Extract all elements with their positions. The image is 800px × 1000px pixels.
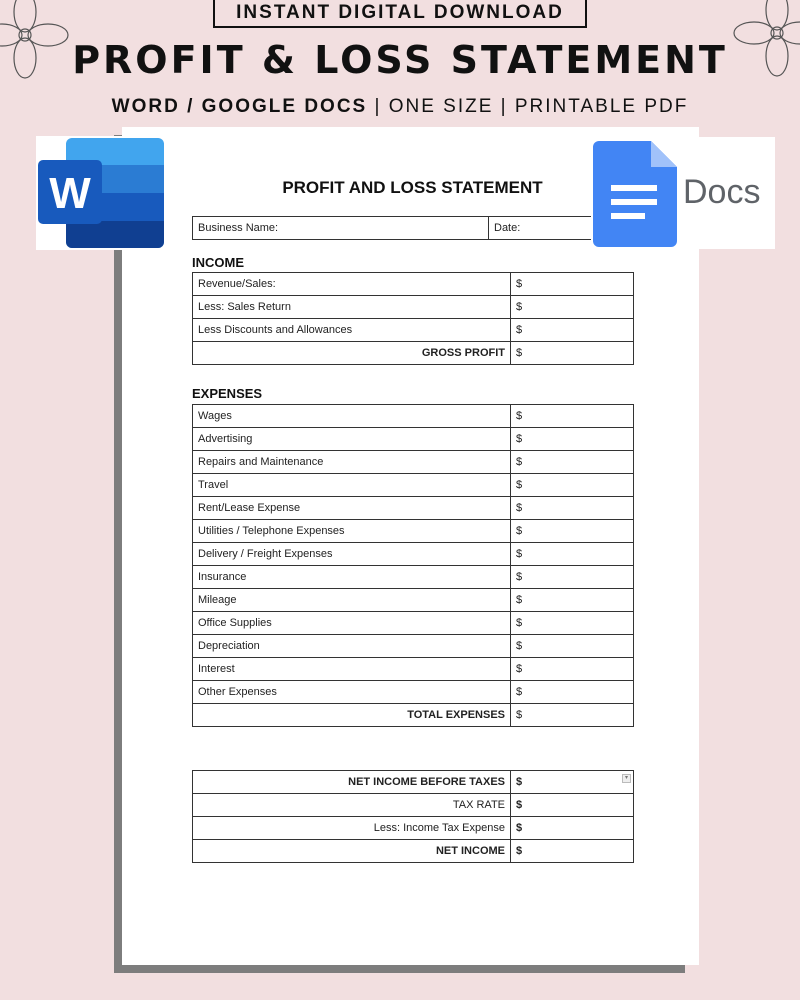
income-row-label: Less: Sales Return <box>193 296 511 319</box>
docs-wordmark: Docs <box>683 173 761 211</box>
amount-cell[interactable]: $ <box>511 296 634 319</box>
table-row <box>193 658 634 681</box>
total-expenses-label: TOTAL EXPENSES <box>193 704 511 727</box>
dropdown-arrow-icon[interactable]: ▾ <box>622 774 631 783</box>
table-row <box>193 451 634 474</box>
income-heading: INCOME <box>192 255 244 270</box>
table-row <box>193 704 634 727</box>
table-row <box>193 635 634 658</box>
amount-cell[interactable]: $ <box>511 589 634 612</box>
table-row <box>193 817 634 840</box>
amount-cell[interactable]: $ <box>511 635 634 658</box>
gross-profit-amount[interactable]: $ <box>511 342 634 365</box>
amount-cell[interactable]: $ <box>511 658 634 681</box>
table-row <box>193 771 634 794</box>
expense-row-label: Advertising <box>193 428 511 451</box>
expenses-heading: EXPENSES <box>192 386 263 401</box>
subtitle-details: | ONE SIZE | PRINTABLE PDF <box>367 96 689 117</box>
expense-row-label: Depreciation <box>193 635 511 658</box>
expense-row-label: Rent/Lease Expense <box>193 497 511 520</box>
subtitle-formats: WORD / GOOGLE DOCS <box>111 96 368 117</box>
income-row-label: Less Discounts and Allowances <box>193 319 511 342</box>
expenses-table <box>192 404 634 727</box>
net-income-amount[interactable]: $ <box>511 840 634 863</box>
instant-download-banner: INSTANT DIGITAL DOWNLOAD <box>213 0 587 28</box>
tax-rate-label: TAX RATE <box>193 794 511 817</box>
tax-rate-amount[interactable]: $ <box>511 794 634 817</box>
net-income-before-taxes-label: NET INCOME BEFORE TAXES <box>193 771 511 794</box>
table-row <box>193 543 634 566</box>
business-name-label: Business Name: <box>198 222 279 234</box>
amount-cell[interactable]: $ <box>511 612 634 635</box>
date-label: Date: <box>494 222 521 234</box>
subtitle <box>0 96 800 118</box>
table-row <box>193 612 634 635</box>
income-table <box>192 272 634 365</box>
income-row-label: Revenue/Sales: <box>193 273 511 296</box>
net-income-before-taxes-amount[interactable] <box>511 771 634 794</box>
table-row <box>193 405 634 428</box>
expense-row-label: Interest <box>193 658 511 681</box>
table-row <box>193 794 634 817</box>
income-tax-expense-amount[interactable]: $ <box>511 817 634 840</box>
table-row <box>193 681 634 704</box>
table-row <box>193 319 634 342</box>
table-row <box>193 520 634 543</box>
business-name-field[interactable] <box>193 217 489 240</box>
expense-row-label: Office Supplies <box>193 612 511 635</box>
table-row <box>193 566 634 589</box>
total-expenses-amount[interactable]: $ <box>511 704 634 727</box>
header-table <box>192 216 634 240</box>
table-row <box>193 840 634 863</box>
net-income-table <box>192 770 634 863</box>
amount-cell[interactable]: $ <box>511 474 634 497</box>
google-docs-icon <box>591 137 775 249</box>
table-row <box>193 474 634 497</box>
gross-profit-label: GROSS PROFIT <box>193 342 511 365</box>
amount-cell[interactable]: $ <box>511 543 634 566</box>
amount-cell[interactable]: $ <box>511 451 634 474</box>
expense-row-label: Mileage <box>193 589 511 612</box>
amount-cell[interactable]: $ <box>511 520 634 543</box>
amount-cell[interactable]: $ <box>511 681 634 704</box>
amount-cell[interactable]: $ <box>511 405 634 428</box>
page-title: PROFIT & LOSS STATEMENT <box>72 38 728 82</box>
table-row <box>193 342 634 365</box>
amount-cell[interactable]: $ <box>511 273 634 296</box>
amount-cell[interactable]: $ <box>511 319 634 342</box>
amount-cell[interactable]: $ <box>511 497 634 520</box>
table-row <box>193 589 634 612</box>
table-row <box>193 273 634 296</box>
expense-row-label: Repairs and Maintenance <box>193 451 511 474</box>
currency-symbol: $ <box>516 776 523 788</box>
table-row <box>193 428 634 451</box>
word-icon <box>36 136 166 250</box>
expense-row-label: Utilities / Telephone Expenses <box>193 520 511 543</box>
expense-row-label: Wages <box>193 405 511 428</box>
table-row <box>193 296 634 319</box>
table-row <box>193 497 634 520</box>
net-income-label: NET INCOME <box>193 840 511 863</box>
expense-row-label: Insurance <box>193 566 511 589</box>
svg-text:W: W <box>49 169 91 218</box>
amount-cell[interactable]: $ <box>511 428 634 451</box>
income-tax-expense-label: Less: Income Tax Expense <box>193 817 511 840</box>
amount-cell[interactable]: $ <box>511 566 634 589</box>
document-title: PROFIT AND LOSS STATEMENT <box>282 178 543 197</box>
expense-row-label: Other Expenses <box>193 681 511 704</box>
expense-row-label: Delivery / Freight Expenses <box>193 543 511 566</box>
expense-row-label: Travel <box>193 474 511 497</box>
